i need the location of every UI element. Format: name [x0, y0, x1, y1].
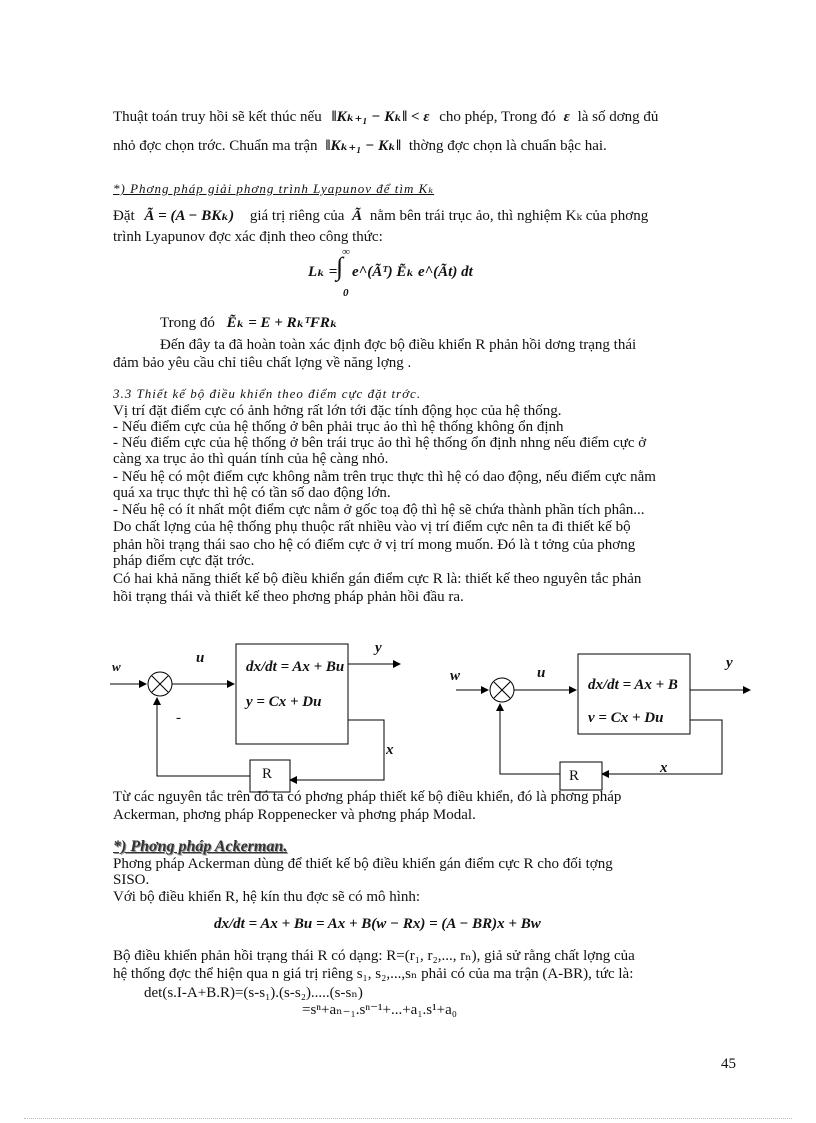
text-line: Với bộ điều khiển R, hệ kín thu đợc sẽ có mô hình:	[113, 889, 421, 905]
text-line: quá xa trục thực thì hệ có tần số dao động lớn.	[113, 485, 391, 501]
text-line: phản hồi trạng thái sao cho hệ có điểm cực ở vị trí mong muốn. Đó là t tởng của phơng	[113, 537, 636, 553]
text-span: nhỏ đợc chọn trớc. Chuẩn ma trận	[113, 138, 318, 154]
a-tilde-definition: Ã = (A − BKₖ)	[144, 208, 235, 224]
text-line: Phơng pháp Ackerman dùng để thiết kế bộ điều khiển gán điểm cực R cho đối tợng	[113, 856, 613, 872]
plant-equation-1: dx/dt = Ax + B	[588, 677, 678, 693]
label-r: R	[262, 766, 273, 782]
text-span: Trong đó	[160, 315, 215, 331]
text-line: - Nếu hệ có ít nhất một điểm cực nằm ở gốc toạ độ thì hệ sẽ chứa thành phần tích phân...	[113, 502, 645, 518]
feedback-line	[500, 704, 560, 774]
e-tilde-definition: Ẽₖ = E + RₖᵀFRₖ	[226, 315, 338, 331]
plant-equation-2: y = Cx + Du	[246, 694, 322, 710]
page-number: 45	[721, 1056, 736, 1072]
section-heading-lyapunov: *) Phơng pháp giải phơng trình Lyapunov để tìm Kₖ	[113, 181, 435, 196]
label-x: x	[660, 760, 668, 776]
text-line: Đến đây ta đã hoàn toàn xác định đợc bộ điều khiển R phản hồi dơng trạng thái	[160, 337, 637, 353]
lyapunov-formula-rhs: e^(Ãᵀ) Ẽₖ e^(Ãt) dt	[352, 264, 473, 280]
text-line: Do chất lợng của hệ thống phụ thuộc rất nhiều vào vị trí điểm cực nên ta đi thiết kế bộ	[113, 519, 631, 535]
label-y: y	[726, 655, 733, 671]
text-span: nằm bên trái trục ảo, thì nghiệm Kₖ của phơng	[369, 208, 649, 224]
label-w: w	[112, 659, 121, 674]
text-span: là số dơng đủ	[577, 109, 659, 125]
text-line: SISO.	[113, 872, 150, 888]
text-line	[160, 315, 338, 332]
text-line: càng xa trục ảo thì quán tính của hệ càng nhỏ.	[113, 451, 389, 467]
text-span: cho phép, Trong đó	[439, 109, 556, 125]
text-line: Từ các nguyên tắc trên đó ta có phơng pháp thiết kế bộ điều khiển, đó là phơng pháp	[113, 789, 622, 805]
text-line: - Nếu điểm cực của hệ thống ở bên phải trục ảo thì hệ thống không ổn định	[113, 419, 564, 435]
text-span: Đặt	[113, 208, 135, 224]
text-line	[113, 208, 648, 225]
section-heading-ackerman: *) Phơng pháp Ackerman.	[113, 838, 288, 855]
text-line: Có hai khả năng thiết kế bộ điều khiển gán điểm cực R là: thiết kế theo nguyên tắc phản	[113, 571, 642, 587]
closed-loop-formula: dx/dt = Ax + Bu = Ax + B(w − Rx) = (A − BR)x + Bw	[214, 916, 541, 932]
section-heading-3-3: 3.3 Thiết kế bộ điều khiển theo điểm cực đặt trớc.	[113, 386, 422, 401]
text-line: đảm bảo yêu cầu chỉ tiêu chất lợng về năng lợng .	[113, 355, 412, 371]
characteristic-equation: det(s.I-A+B.R)=(s-s₁).(s-s₂).....(s-sₙ)	[144, 985, 363, 1001]
text-line: hồi trạng thái và thiết kế theo phơng pháp phản hồi đầu ra.	[113, 589, 464, 605]
text-line: Bộ điều khiển phản hồi trạng thái R có dạng: R=(r₁, r₂,..., rₙ), giả sử rằng chất lợng của	[113, 948, 635, 964]
label-u: u	[537, 665, 546, 681]
text-span: giá trị riêng của	[249, 208, 345, 224]
plant-equation-2: v = Cx + Du	[588, 710, 664, 726]
norm-expression: ‖Kₖ₊₁ − Kₖ‖	[325, 138, 402, 154]
plant-equation-1: dx/dt = Ax + Bu	[246, 659, 345, 675]
epsilon-symbol: ε	[563, 109, 570, 125]
text-line: - Nếu hệ có một điểm cực không nằm trên trục thực thì hệ có dao động, nếu điểm cực nằm	[113, 469, 656, 485]
text-line: hệ thống đợc thể hiện qua n giá trị riêng s₁, s₂,...,sₙ phải có của ma trận (A-BR), tức là:	[113, 966, 634, 982]
text-line: - Nếu điểm cực của hệ thống ở bên trái trục ảo thì hệ thống ổn định nhng nếu điểm cực ở	[113, 435, 647, 451]
text-line: Vị trí đặt điểm cực có ảnh hởng rất lớn tới đặc tính động học của hệ thống.	[113, 403, 562, 419]
text-line: Ackerman, phơng pháp Roppenecker và phơng pháp Modal.	[113, 807, 476, 823]
characteristic-polynomial: =sⁿ+aₙ₋₁.sⁿ⁻¹+...+a₁.s¹+a₀	[302, 1002, 457, 1018]
label-x: x	[386, 742, 394, 758]
controller-r-block	[560, 762, 602, 790]
label-w: w	[450, 668, 461, 684]
integral-lower-limit: 0	[343, 287, 349, 299]
text-span: Thuật toán truy hồi sẽ kết thúc nếu	[113, 109, 322, 125]
a-tilde-symbol: Ã	[352, 208, 363, 224]
lyapunov-formula-lhs: Lₖ =	[308, 264, 338, 280]
text-line: pháp điểm cực đặt trớc.	[113, 553, 255, 569]
norm-inequality: ‖Kₖ₊₁ − Kₖ‖ < ε	[331, 109, 430, 125]
text-line	[113, 109, 658, 126]
label-minus: -	[176, 710, 181, 726]
page-bottom-rule	[24, 1118, 792, 1119]
text-span: thờng đợc chọn là chuẩn bậc hai.	[408, 138, 607, 154]
integral-sign: ∫	[336, 252, 344, 281]
label-r: R	[569, 768, 580, 784]
text-line	[113, 138, 607, 155]
block-diagrams	[0, 630, 816, 800]
text-line: trình Lyapunov đợc xác định theo công thức:	[113, 229, 383, 245]
label-y: y	[375, 640, 382, 656]
integral-upper-limit: ∞	[342, 246, 350, 258]
label-u: u	[196, 650, 205, 666]
